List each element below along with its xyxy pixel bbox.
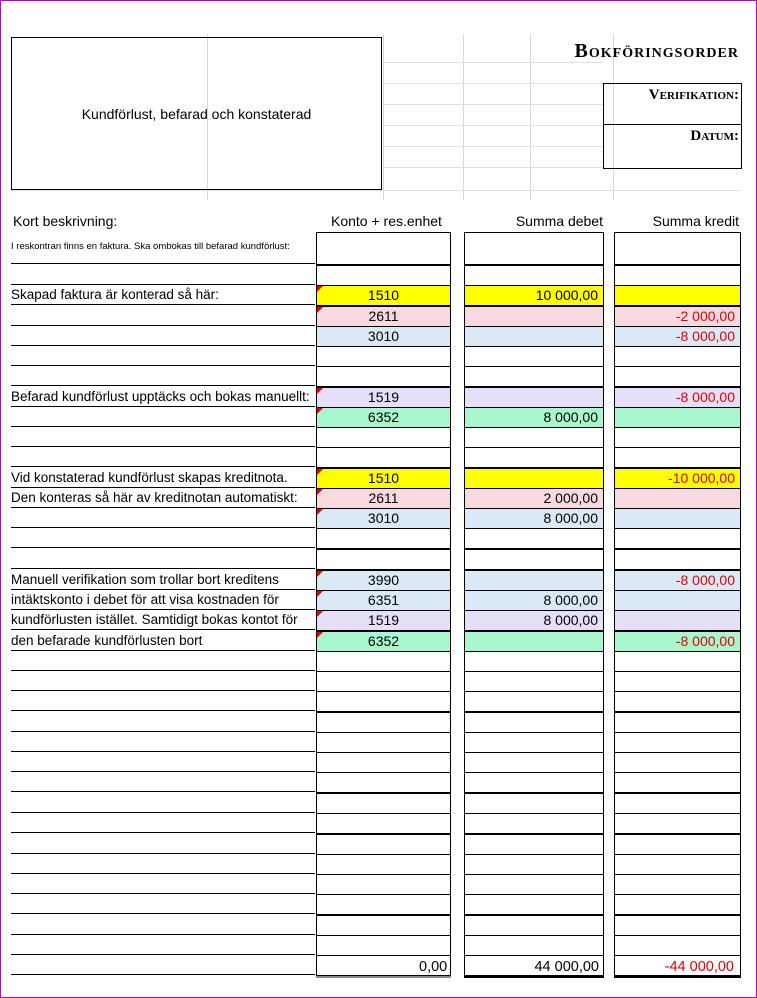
table-row (11, 874, 741, 894)
grid-line (383, 167, 603, 168)
comment-marker-icon[interactable] (317, 489, 323, 495)
row-debet[interactable] (464, 915, 604, 936)
row-konto-value: 2611 (368, 308, 399, 324)
row-debet-value: 8 000,00 (543, 409, 598, 425)
comment-marker-icon[interactable] (317, 571, 323, 577)
row-kredit[interactable] (614, 549, 741, 570)
table-row (11, 793, 741, 813)
row-konto-value: 2611 (368, 490, 399, 506)
grid-line (383, 83, 603, 84)
row-konto[interactable] (316, 306, 451, 327)
row-konto[interactable] (316, 772, 451, 793)
row-kredit[interactable] (614, 712, 741, 733)
row-konto[interactable] (316, 570, 451, 591)
row-konto[interactable] (316, 691, 451, 712)
row-kredit[interactable] (614, 285, 741, 306)
grid-line (383, 34, 384, 200)
row-kredit[interactable] (614, 935, 741, 956)
row-konto-value: 1519 (367, 389, 400, 405)
row-konto[interactable] (316, 232, 451, 265)
row-kredit[interactable] (614, 447, 741, 468)
row-kredit[interactable] (614, 834, 741, 855)
row-debet[interactable] (464, 651, 604, 672)
row-konto[interactable] (316, 874, 451, 895)
row-debet[interactable] (464, 265, 604, 286)
total-konto: 0,00 (419, 959, 448, 975)
row-debet[interactable] (464, 834, 604, 855)
row-kredit[interactable] (614, 590, 741, 611)
row-konto[interactable] (316, 631, 451, 652)
table-row (11, 915, 741, 935)
row-konto-value: 1519 (367, 612, 400, 628)
row-konto[interactable] (316, 793, 451, 814)
row-debet[interactable] (464, 732, 604, 753)
total-underline (614, 976, 741, 978)
table-row (11, 232, 741, 264)
row-kredit-value: -8 000,00 (675, 389, 735, 405)
table-row (11, 732, 741, 752)
row-description[interactable] (11, 671, 315, 691)
table-row (11, 590, 741, 610)
row-description[interactable] (11, 935, 315, 955)
row-kredit-value: -8 000,00 (675, 633, 735, 649)
row-konto[interactable] (316, 549, 451, 570)
table-row (11, 468, 741, 488)
row-debet[interactable] (464, 306, 604, 327)
row-kredit[interactable] (614, 326, 741, 347)
comment-marker-icon[interactable] (317, 307, 323, 313)
table-row (11, 854, 741, 874)
row-debet-value: 8 000,00 (543, 592, 598, 608)
table-row (11, 447, 741, 467)
comment-marker-icon[interactable] (317, 469, 323, 475)
table-row (11, 346, 741, 366)
table-row (11, 570, 741, 590)
verification-box (603, 83, 742, 169)
row-konto[interactable] (316, 915, 451, 936)
row-debet[interactable] (464, 894, 604, 915)
table-row (11, 407, 741, 427)
row-description[interactable] (11, 528, 315, 548)
document-title: Bokföringsorder (574, 40, 739, 62)
row-debet[interactable] (464, 631, 604, 652)
row-description[interactable] (11, 915, 315, 935)
row-description[interactable]: Manuell verifikation som trollar bort kreditens (11, 570, 315, 590)
row-konto[interactable] (316, 508, 451, 529)
row-kredit[interactable] (614, 854, 741, 875)
row-debet[interactable] (464, 854, 604, 875)
grid-line (383, 104, 603, 105)
description-title-box[interactable] (11, 37, 382, 190)
total-underline (464, 976, 604, 978)
table-row (11, 651, 741, 671)
datum-label: Datum: (690, 128, 739, 144)
row-konto-value: 6352 (367, 633, 400, 649)
row-kredit[interactable] (614, 508, 741, 529)
row-konto[interactable] (316, 610, 451, 631)
row-kredit[interactable] (614, 528, 741, 549)
row-debet[interactable] (464, 488, 604, 509)
row-konto[interactable] (316, 407, 451, 428)
row-description[interactable] (11, 834, 315, 854)
row-debet[interactable] (464, 671, 604, 692)
table-row (11, 427, 741, 447)
table-row (11, 326, 741, 346)
row-description[interactable] (11, 752, 315, 772)
total-debet: 44 000,00 (534, 959, 599, 975)
row-debet[interactable] (464, 813, 604, 834)
row-konto[interactable] (316, 935, 451, 956)
grid-line (383, 146, 603, 147)
table-row (11, 549, 741, 569)
comment-marker-icon[interactable] (317, 591, 323, 597)
table-row (11, 265, 741, 285)
row-kredit[interactable] (614, 752, 741, 773)
column-headers (11, 211, 741, 231)
row-debet[interactable] (464, 549, 604, 570)
table-row (11, 813, 741, 833)
row-konto-value: 6352 (367, 409, 400, 425)
row-konto[interactable] (316, 651, 451, 672)
row-konto[interactable] (316, 447, 451, 468)
row-description[interactable] (11, 265, 315, 285)
comment-marker-icon[interactable] (317, 509, 323, 515)
table-row (11, 508, 741, 528)
row-debet[interactable] (464, 772, 604, 793)
row-description[interactable] (11, 732, 315, 752)
row-konto[interactable] (316, 712, 451, 733)
row-debet[interactable] (464, 366, 604, 387)
row-description[interactable] (11, 549, 315, 569)
table-row (11, 610, 741, 630)
row-debet[interactable] (464, 610, 604, 631)
row-konto-value: 3010 (367, 510, 400, 526)
row-description[interactable] (11, 712, 315, 732)
table-row (11, 488, 741, 508)
table-row (11, 671, 741, 691)
row-debet[interactable] (464, 935, 604, 956)
table-row (11, 306, 741, 326)
row-kredit[interactable] (614, 306, 741, 327)
row-description[interactable] (11, 346, 315, 366)
row-debet[interactable] (464, 874, 604, 895)
row-description[interactable] (11, 366, 315, 386)
row-description[interactable]: Befarad kundförlust upptäcks och bokas manuellt: (11, 387, 315, 407)
row-kredit[interactable] (614, 671, 741, 692)
row-kredit[interactable] (614, 570, 741, 591)
row-kredit[interactable] (614, 691, 741, 712)
total-underline (316, 976, 451, 978)
row-konto[interactable] (316, 732, 451, 753)
row-description[interactable] (11, 772, 315, 792)
row-kredit[interactable] (614, 651, 741, 672)
row-description[interactable] (11, 407, 315, 427)
row-description[interactable] (11, 691, 315, 711)
row-debet[interactable] (464, 528, 604, 549)
table-row (11, 712, 741, 732)
row-debet[interactable] (464, 508, 604, 529)
row-description[interactable] (11, 793, 315, 813)
row-description[interactable] (11, 854, 315, 874)
row-konto[interactable] (316, 834, 451, 855)
datum-field[interactable] (604, 125, 741, 166)
col-header-konto: Konto + res.enhet (331, 213, 442, 229)
row-description[interactable]: Vid konstaterad kundförlust skapas kreditnota. (11, 468, 315, 488)
row-kredit[interactable] (614, 813, 741, 834)
row-description[interactable]: I reskontran finns en faktura. Ska ombokas till befarad kundförlust: (11, 232, 315, 264)
row-debet[interactable] (464, 387, 604, 408)
row-description[interactable] (11, 874, 315, 894)
row-konto-value: 1510 (367, 287, 400, 303)
row-kredit-value: -8 000,00 (675, 328, 735, 344)
row-konto-value: 3990 (367, 572, 400, 588)
row-konto[interactable] (316, 894, 451, 915)
grid-line (383, 125, 603, 126)
comment-marker-icon[interactable] (317, 632, 323, 638)
row-description[interactable] (11, 447, 315, 467)
row-debet-value: 2 000,00 (543, 490, 598, 506)
comment-marker-icon[interactable] (317, 286, 323, 292)
table-row (11, 366, 741, 386)
row-kredit[interactable] (614, 468, 741, 489)
col-header-debet: Summa debet (515, 213, 603, 229)
col-header-description: Kort beskrivning: (13, 213, 118, 229)
row-debet-value: 8 000,00 (543, 510, 598, 526)
row-kredit[interactable] (614, 772, 741, 793)
row-konto[interactable] (316, 671, 451, 692)
row-konto[interactable] (316, 813, 451, 834)
row-kredit[interactable] (614, 232, 741, 265)
row-debet[interactable] (464, 570, 604, 591)
row-description[interactable] (11, 508, 315, 528)
row-description[interactable] (11, 427, 315, 447)
grid-line (530, 34, 531, 200)
total-kredit: -44 000,00 (664, 959, 734, 975)
table-row (11, 387, 741, 407)
row-debet[interactable] (464, 346, 604, 367)
row-debet[interactable] (464, 427, 604, 448)
row-konto[interactable] (316, 387, 451, 408)
grid-line (463, 34, 464, 200)
row-kredit[interactable] (614, 366, 741, 387)
row-description[interactable] (11, 813, 315, 833)
row-debet[interactable] (464, 691, 604, 712)
row-debet[interactable] (464, 752, 604, 773)
table-row (11, 691, 741, 711)
row-kredit[interactable] (614, 631, 741, 652)
row-description[interactable]: kundförlusten istället. Samtidigt bokas kontot för (11, 610, 315, 630)
row-kredit[interactable] (614, 610, 741, 631)
row-debet[interactable] (464, 447, 604, 468)
row-description[interactable]: Skapad faktura är konterad så här: (11, 285, 315, 305)
row-konto[interactable] (316, 326, 451, 347)
comment-marker-icon[interactable] (317, 408, 323, 414)
row-description[interactable] (11, 326, 315, 346)
row-debet[interactable] (464, 793, 604, 814)
row-description[interactable] (11, 651, 315, 671)
row-konto-value: 3010 (367, 328, 400, 344)
row-konto[interactable] (316, 468, 451, 489)
description-title: Kundförlust, befarad och konstaterad (81, 105, 312, 122)
row-konto[interactable] (316, 752, 451, 773)
verifikation-field[interactable] (604, 84, 741, 125)
table-row (11, 834, 741, 854)
row-konto[interactable] (316, 285, 451, 306)
row-description[interactable]: den befarade kundförlusten bort (11, 631, 315, 651)
grid-line (11, 190, 741, 191)
table-row (11, 752, 741, 772)
row-kredit[interactable] (614, 732, 741, 753)
row-konto[interactable] (316, 265, 451, 286)
row-konto[interactable] (316, 528, 451, 549)
comment-marker-icon[interactable] (317, 611, 323, 617)
row-description[interactable]: intäktskonto i debet för att visa kostnaden för (11, 590, 315, 610)
table-row (11, 935, 741, 955)
row-konto[interactable] (316, 488, 451, 509)
row-kredit[interactable] (614, 793, 741, 814)
table-row (11, 528, 741, 548)
row-kredit[interactable] (614, 488, 741, 509)
row-konto[interactable] (316, 854, 451, 875)
row-kredit[interactable] (614, 874, 741, 895)
comment-marker-icon[interactable] (317, 388, 323, 394)
row-description[interactable]: Den konteras så här av kreditnotan automatiskt: (11, 488, 315, 508)
row-kredit[interactable] (614, 346, 741, 367)
grid-line (383, 62, 603, 63)
row-konto[interactable] (316, 590, 451, 611)
row-debet[interactable] (464, 285, 604, 306)
row-description[interactable] (11, 306, 315, 326)
row-konto-value: 1510 (367, 470, 400, 486)
row-kredit-value: -8 000,00 (675, 572, 735, 588)
row-konto[interactable] (316, 427, 451, 448)
row-kredit[interactable] (614, 915, 741, 936)
table-row (11, 894, 741, 914)
row-konto[interactable] (316, 366, 451, 387)
col-header-kredit: Summa kredit (652, 213, 739, 229)
table-row (11, 631, 741, 651)
row-konto-value: 6351 (367, 592, 400, 608)
row-konto[interactable] (316, 346, 451, 367)
row-debet[interactable] (464, 326, 604, 347)
row-debet[interactable] (464, 407, 604, 428)
row-debet-value: 10 000,00 (535, 287, 598, 303)
row-description[interactable] (11, 894, 315, 914)
row-kredit[interactable] (614, 894, 741, 915)
table-row (11, 285, 741, 305)
table-row (11, 772, 741, 792)
row-kredit[interactable] (614, 387, 741, 408)
row-debet[interactable] (464, 590, 604, 611)
row-debet[interactable] (464, 232, 604, 265)
row-debet-value: 8 000,00 (543, 612, 598, 628)
row-debet[interactable] (464, 468, 604, 489)
row-kredit[interactable] (614, 265, 741, 286)
row-kredit[interactable] (614, 407, 741, 428)
row-kredit-value: -2 000,00 (675, 308, 735, 324)
row-kredit[interactable] (614, 427, 741, 448)
verifikation-label: Verifikation: (648, 87, 739, 103)
row-kredit-value: -10 000,00 (668, 470, 735, 486)
row-debet[interactable] (464, 712, 604, 733)
